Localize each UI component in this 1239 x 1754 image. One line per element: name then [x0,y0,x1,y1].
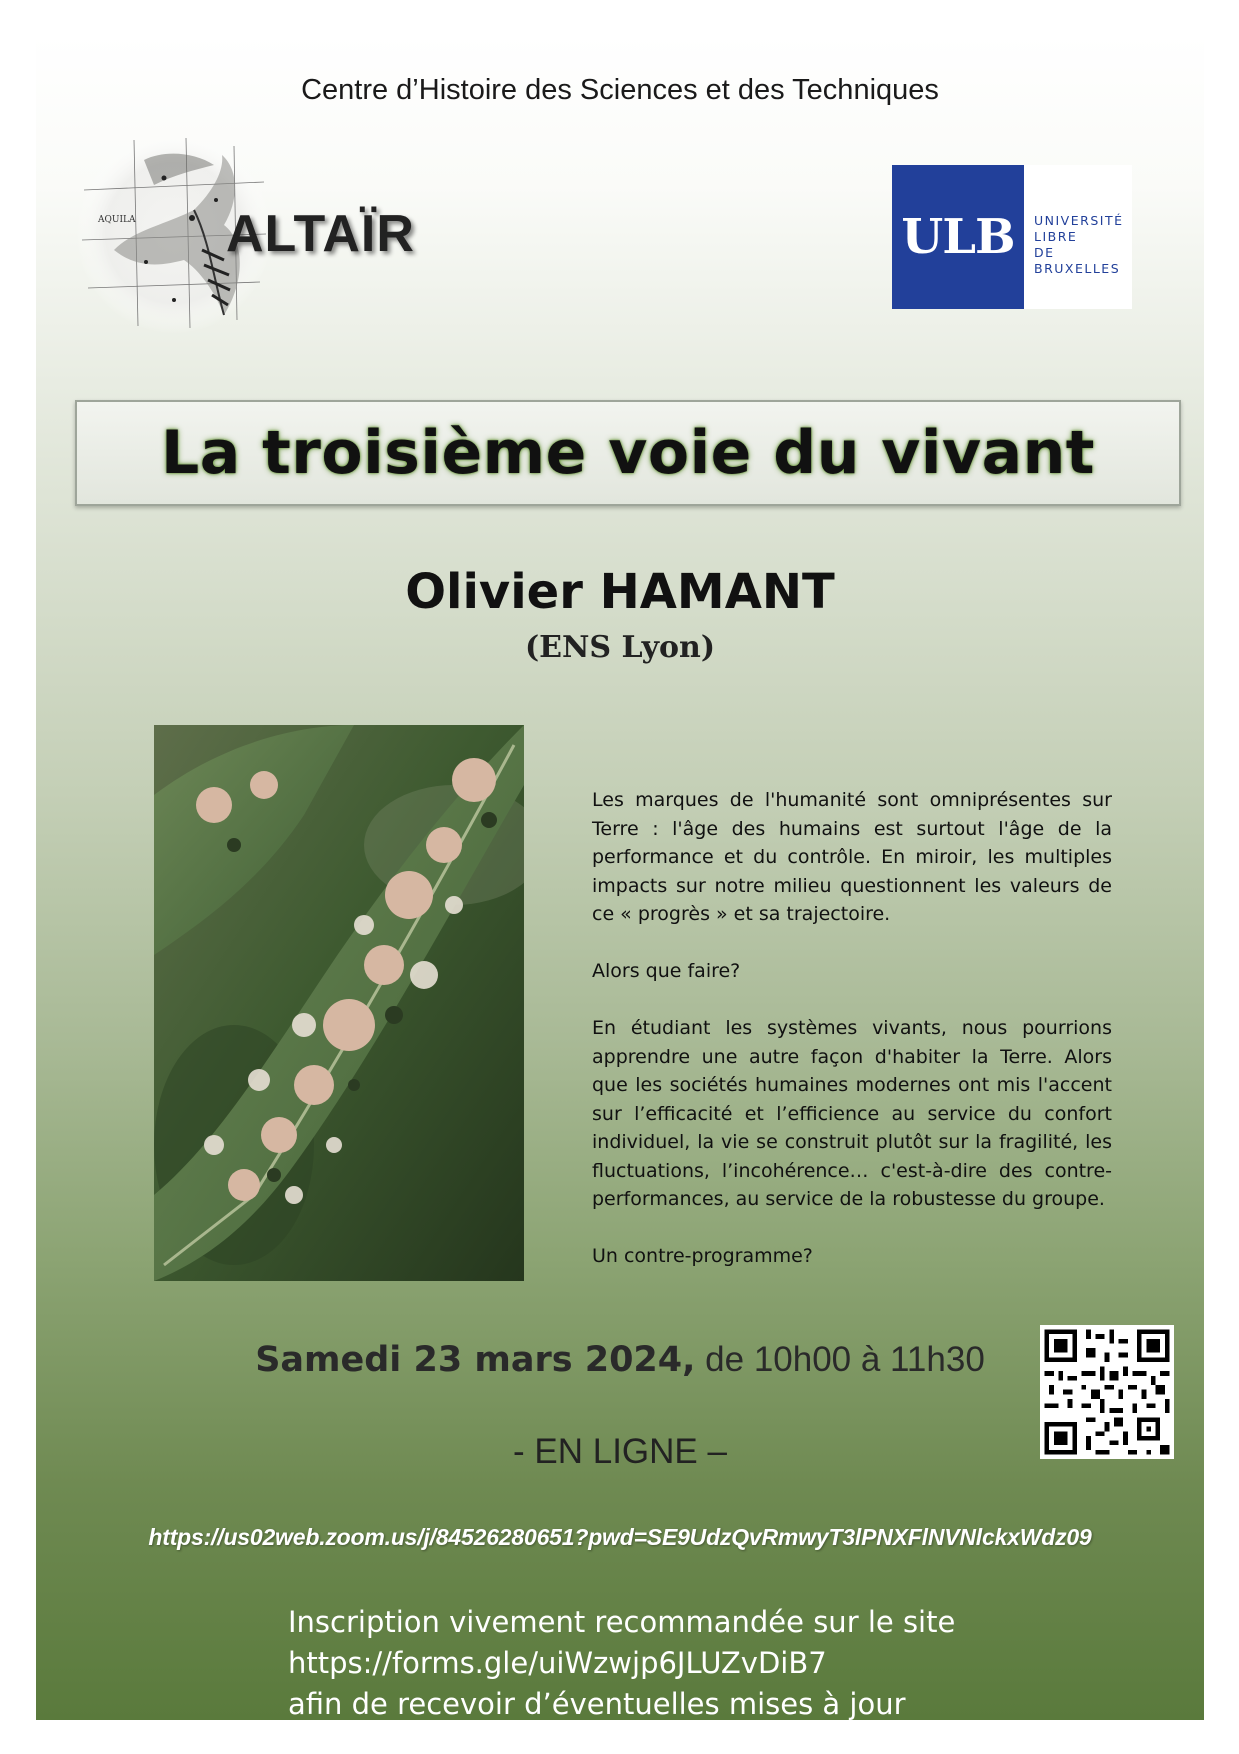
svg-text:AQUILA: AQUILA [98,215,136,225]
poster [36,34,1204,1720]
zoom-link[interactable]: https://us02web.zoom.us/j/84526280651?pwd=SE9UdzQvRmwyT3lPNXFlNVNlckxWdz09 [148,1524,1092,1550]
event-date-day: Samedi 23 mars 2024, [255,1340,696,1380]
leaf-photo [154,725,524,1281]
speaker-affiliation: (ENS Lyon) [524,630,716,665]
altair-label: ALTAÏR [226,205,415,263]
event-title: La troisième voie du vivant [161,418,1095,488]
event-date [36,1340,1204,1380]
speaker-name: Olivier HAMANT [405,564,835,620]
institution-title: Centre d’Histoire des Sciences et des Techniques [301,74,939,106]
ulb-logo [892,165,1132,309]
abstract-paragraph-4: Un contre-programme? [592,1245,813,1267]
registration-note: afin de recevoir d’éventuelles mises à jour [288,1687,906,1720]
ulb-line-1: UNIVERSITÉ [1034,213,1124,228]
abstract [592,786,1112,1299]
registration-text: Inscription vivement recommandée sur le site [288,1605,956,1639]
abstract-paragraph-2: Alors que faire? [592,960,741,982]
online-notice: - EN LIGNE – [513,1432,727,1471]
registration-block [288,1602,955,1720]
ulb-wordmark [1034,213,1132,277]
ulb-mark: ULB [892,165,1024,309]
abstract-paragraph-3: En étudiant les systèmes vivants, nous pourrions apprendre une autre façon d'habiter la Terre. Alors que les sociétés humaines modernes ont mis l'accent sur l’efficacité et l’efficience au service du confort individuel, la vie se construit plutôt sur la fragilité, les fluctuations, l’incohérence… c'est-à-dire des contre-performances, au service de la robustesse du groupe. [592,1017,1112,1210]
registration-link[interactable]: https://forms.gle/uiWzwjp6JLUZvDiB7 [288,1646,827,1680]
abstract-paragraph-1: Les marques de l'humanité sont omniprésentes sur Terre : l'âge des humains est surtout l'âge de la performance et du contrôle. En miroir, les multiples impacts sur notre milieu questionnent les valeurs de ce « progrès » et sa trajectoire. [592,789,1112,925]
title-box [75,400,1181,506]
ulb-line-2: LIBRE [1034,229,1078,244]
ulb-line-3: DE BRUXELLES [1034,245,1121,276]
event-time: de 10h00 à 11h30 [695,1340,985,1379]
